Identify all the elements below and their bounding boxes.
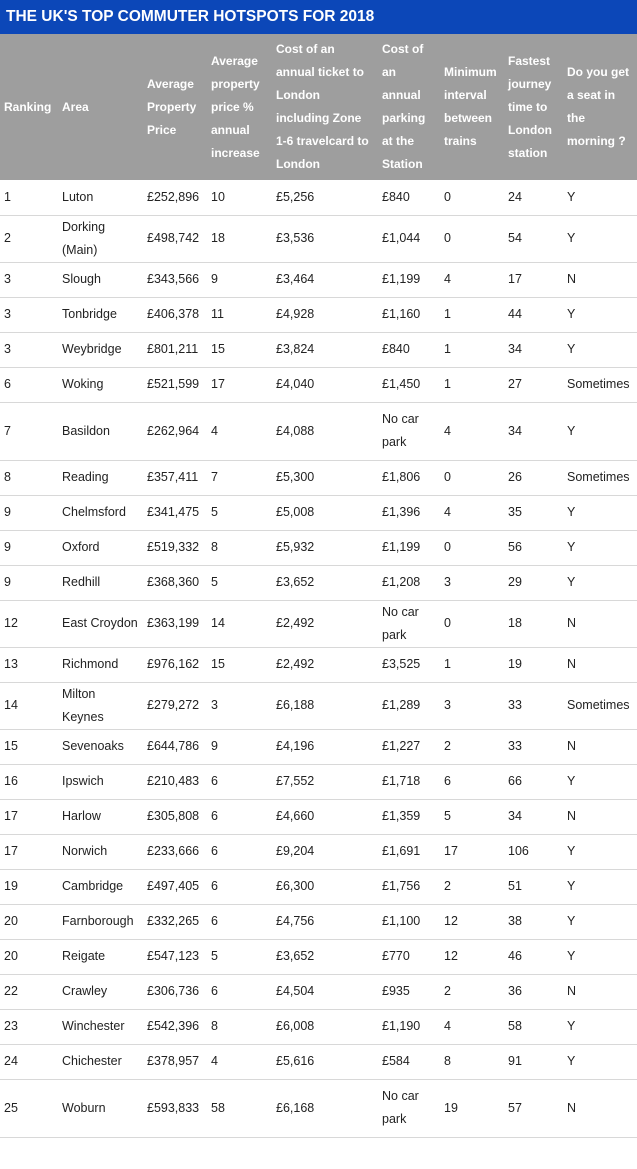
- cell-journey-time: 58: [503, 1009, 562, 1044]
- column-header-seat: Do you get a seat in the morning ?: [562, 34, 637, 180]
- cell-avg-price: £644,786: [142, 729, 206, 764]
- cell-avg-price: £363,199: [142, 600, 206, 647]
- table-row: [0, 1009, 637, 1044]
- cell-ranking: 24: [0, 1044, 57, 1079]
- cell-seat: Y: [562, 402, 637, 460]
- cell-journey-time: 91: [503, 1044, 562, 1079]
- cell-price-increase: 11: [206, 297, 271, 332]
- table-row: [0, 1079, 637, 1137]
- cell-avg-price: £378,957: [142, 1044, 206, 1079]
- column-header-min-interval: Minimum interval between trains: [439, 34, 503, 180]
- cell-parking: £1,227: [377, 729, 439, 764]
- cell-avg-price: £801,211: [142, 332, 206, 367]
- column-header-area: Area: [57, 34, 142, 180]
- cell-area: Cambridge: [57, 869, 142, 904]
- table-row: [0, 600, 637, 647]
- cell-price-increase: 5: [206, 495, 271, 530]
- cell-annual-ticket: £6,168: [271, 1079, 377, 1137]
- cell-ranking: 23: [0, 1009, 57, 1044]
- cell-avg-price: £233,666: [142, 834, 206, 869]
- cell-ranking: 14: [0, 682, 57, 729]
- cell-journey-time: 34: [503, 799, 562, 834]
- cell-seat: Y: [562, 565, 637, 600]
- cell-seat: Sometimes: [562, 682, 637, 729]
- cell-journey-time: 17: [503, 262, 562, 297]
- cell-avg-price: £343,566: [142, 262, 206, 297]
- cell-price-increase: 15: [206, 647, 271, 682]
- cell-price-increase: 8: [206, 1009, 271, 1044]
- cell-min-interval: 17: [439, 834, 503, 869]
- table-row: [0, 904, 637, 939]
- cell-avg-price: £332,265: [142, 904, 206, 939]
- table-row: [0, 367, 637, 402]
- cell-seat: Y: [562, 1009, 637, 1044]
- cell-annual-ticket: £5,616: [271, 1044, 377, 1079]
- cell-annual-ticket: £3,652: [271, 939, 377, 974]
- cell-seat: Sometimes: [562, 367, 637, 402]
- cell-area: Weybridge: [57, 332, 142, 367]
- cell-area: Oxford: [57, 530, 142, 565]
- cell-min-interval: 0: [439, 460, 503, 495]
- cell-annual-ticket: £5,932: [271, 530, 377, 565]
- cell-min-interval: 0: [439, 530, 503, 565]
- cell-area: Tonbridge: [57, 297, 142, 332]
- cell-price-increase: 9: [206, 729, 271, 764]
- cell-annual-ticket: £6,300: [271, 869, 377, 904]
- cell-ranking: 9: [0, 495, 57, 530]
- cell-min-interval: 12: [439, 939, 503, 974]
- cell-journey-time: 34: [503, 332, 562, 367]
- cell-seat: Y: [562, 1044, 637, 1079]
- cell-avg-price: £593,833: [142, 1079, 206, 1137]
- cell-price-increase: 9: [206, 262, 271, 297]
- cell-journey-time: 29: [503, 565, 562, 600]
- cell-price-increase: 6: [206, 764, 271, 799]
- cell-avg-price: £305,808: [142, 799, 206, 834]
- cell-seat: N: [562, 600, 637, 647]
- table-row: [0, 495, 637, 530]
- cell-area: Reigate: [57, 939, 142, 974]
- cell-price-increase: 14: [206, 600, 271, 647]
- cell-parking: £1,289: [377, 682, 439, 729]
- cell-journey-time: 56: [503, 530, 562, 565]
- cell-avg-price: £341,475: [142, 495, 206, 530]
- column-header-parking: Cost of an annual parking at the Station: [377, 34, 439, 180]
- cell-journey-time: 51: [503, 869, 562, 904]
- cell-parking: £840: [377, 180, 439, 215]
- table-row: [0, 764, 637, 799]
- cell-avg-price: £306,736: [142, 974, 206, 1009]
- cell-price-increase: 7: [206, 460, 271, 495]
- cell-min-interval: 1: [439, 367, 503, 402]
- table-row: [0, 565, 637, 600]
- cell-seat: Y: [562, 297, 637, 332]
- cell-ranking: 3: [0, 262, 57, 297]
- cell-annual-ticket: £6,008: [271, 1009, 377, 1044]
- cell-area: Harlow: [57, 799, 142, 834]
- cell-min-interval: 1: [439, 332, 503, 367]
- cell-avg-price: £498,742: [142, 215, 206, 262]
- cell-seat: Y: [562, 180, 637, 215]
- cell-area: Winchester: [57, 1009, 142, 1044]
- cell-annual-ticket: £2,492: [271, 647, 377, 682]
- column-header-price-increase: Average property price % annual increase: [206, 34, 271, 180]
- cell-parking: £1,450: [377, 367, 439, 402]
- cell-avg-price: £547,123: [142, 939, 206, 974]
- cell-ranking: 3: [0, 332, 57, 367]
- cell-parking: £584: [377, 1044, 439, 1079]
- cell-journey-time: 57: [503, 1079, 562, 1137]
- cell-journey-time: 27: [503, 367, 562, 402]
- table-body: [0, 180, 637, 1137]
- cell-parking: No car park: [377, 402, 439, 460]
- cell-avg-price: £262,964: [142, 402, 206, 460]
- cell-parking: £935: [377, 974, 439, 1009]
- cell-area: Redhill: [57, 565, 142, 600]
- cell-min-interval: 1: [439, 297, 503, 332]
- cell-price-increase: 6: [206, 904, 271, 939]
- cell-parking: £1,718: [377, 764, 439, 799]
- cell-min-interval: 4: [439, 1009, 503, 1044]
- cell-ranking: 17: [0, 799, 57, 834]
- cell-annual-ticket: £3,652: [271, 565, 377, 600]
- cell-avg-price: £521,599: [142, 367, 206, 402]
- cell-seat: N: [562, 974, 637, 1009]
- cell-annual-ticket: £5,008: [271, 495, 377, 530]
- cell-min-interval: 4: [439, 495, 503, 530]
- cell-price-increase: 18: [206, 215, 271, 262]
- cell-ranking: 1: [0, 180, 57, 215]
- cell-parking: No car park: [377, 1079, 439, 1137]
- table-row: [0, 402, 637, 460]
- cell-seat: Y: [562, 530, 637, 565]
- cell-ranking: 20: [0, 939, 57, 974]
- cell-parking: £1,396: [377, 495, 439, 530]
- cell-ranking: 12: [0, 600, 57, 647]
- cell-min-interval: 2: [439, 974, 503, 1009]
- cell-min-interval: 1: [439, 647, 503, 682]
- cell-min-interval: 3: [439, 565, 503, 600]
- cell-journey-time: 33: [503, 729, 562, 764]
- table-row: [0, 799, 637, 834]
- table-row: [0, 262, 637, 297]
- table-row: [0, 332, 637, 367]
- table-row: [0, 180, 637, 215]
- cell-price-increase: 8: [206, 530, 271, 565]
- cell-parking: £1,691: [377, 834, 439, 869]
- cell-price-increase: 58: [206, 1079, 271, 1137]
- cell-annual-ticket: £4,088: [271, 402, 377, 460]
- cell-area: Dorking (Main): [57, 215, 142, 262]
- cell-ranking: 8: [0, 460, 57, 495]
- cell-journey-time: 66: [503, 764, 562, 799]
- cell-min-interval: 8: [439, 1044, 503, 1079]
- cell-seat: N: [562, 647, 637, 682]
- cell-ranking: 9: [0, 530, 57, 565]
- table-row: [0, 682, 637, 729]
- cell-ranking: 19: [0, 869, 57, 904]
- cell-seat: Y: [562, 939, 637, 974]
- cell-price-increase: 6: [206, 799, 271, 834]
- cell-journey-time: 19: [503, 647, 562, 682]
- cell-area: Reading: [57, 460, 142, 495]
- cell-parking: £1,100: [377, 904, 439, 939]
- cell-min-interval: 2: [439, 869, 503, 904]
- cell-seat: Y: [562, 495, 637, 530]
- cell-annual-ticket: £4,040: [271, 367, 377, 402]
- cell-seat: Y: [562, 215, 637, 262]
- cell-ranking: 25: [0, 1079, 57, 1137]
- cell-avg-price: £406,378: [142, 297, 206, 332]
- cell-min-interval: 4: [439, 402, 503, 460]
- cell-min-interval: 4: [439, 262, 503, 297]
- table-row: [0, 297, 637, 332]
- cell-parking: £1,806: [377, 460, 439, 495]
- cell-seat: Y: [562, 904, 637, 939]
- cell-area: Ipswich: [57, 764, 142, 799]
- cell-avg-price: £357,411: [142, 460, 206, 495]
- cell-min-interval: 6: [439, 764, 503, 799]
- cell-price-increase: 10: [206, 180, 271, 215]
- cell-annual-ticket: £4,660: [271, 799, 377, 834]
- cell-ranking: 17: [0, 834, 57, 869]
- cell-journey-time: 36: [503, 974, 562, 1009]
- cell-annual-ticket: £4,504: [271, 974, 377, 1009]
- table-row: [0, 215, 637, 262]
- cell-parking: £1,359: [377, 799, 439, 834]
- cell-area: Sevenoaks: [57, 729, 142, 764]
- cell-seat: Sometimes: [562, 460, 637, 495]
- cell-price-increase: 5: [206, 939, 271, 974]
- cell-journey-time: 54: [503, 215, 562, 262]
- table-row: [0, 530, 637, 565]
- cell-seat: N: [562, 799, 637, 834]
- cell-ranking: 6: [0, 367, 57, 402]
- cell-parking: £840: [377, 332, 439, 367]
- cell-avg-price: £279,272: [142, 682, 206, 729]
- cell-journey-time: 106: [503, 834, 562, 869]
- cell-min-interval: 0: [439, 600, 503, 647]
- cell-area: Luton: [57, 180, 142, 215]
- cell-journey-time: 26: [503, 460, 562, 495]
- cell-annual-ticket: £4,928: [271, 297, 377, 332]
- cell-price-increase: 3: [206, 682, 271, 729]
- cell-annual-ticket: £5,300: [271, 460, 377, 495]
- cell-avg-price: £542,396: [142, 1009, 206, 1044]
- cell-seat: Y: [562, 869, 637, 904]
- cell-area: Farnborough: [57, 904, 142, 939]
- cell-annual-ticket: £4,756: [271, 904, 377, 939]
- cell-seat: Y: [562, 764, 637, 799]
- cell-avg-price: £519,332: [142, 530, 206, 565]
- cell-parking: No car park: [377, 600, 439, 647]
- cell-journey-time: 38: [503, 904, 562, 939]
- cell-parking: £1,756: [377, 869, 439, 904]
- cell-price-increase: 6: [206, 974, 271, 1009]
- cell-annual-ticket: £9,204: [271, 834, 377, 869]
- cell-parking: £770: [377, 939, 439, 974]
- cell-area: Woburn: [57, 1079, 142, 1137]
- cell-area: East Croydon: [57, 600, 142, 647]
- cell-ranking: 7: [0, 402, 57, 460]
- cell-min-interval: 19: [439, 1079, 503, 1137]
- table-row: [0, 460, 637, 495]
- cell-annual-ticket: £5,256: [271, 180, 377, 215]
- cell-min-interval: 3: [439, 682, 503, 729]
- cell-area: Richmond: [57, 647, 142, 682]
- cell-avg-price: £252,896: [142, 180, 206, 215]
- cell-seat: N: [562, 729, 637, 764]
- cell-annual-ticket: £3,824: [271, 332, 377, 367]
- cell-price-increase: 4: [206, 1044, 271, 1079]
- cell-area: Milton Keynes: [57, 682, 142, 729]
- cell-min-interval: 12: [439, 904, 503, 939]
- cell-area: Chelmsford: [57, 495, 142, 530]
- cell-annual-ticket: £3,464: [271, 262, 377, 297]
- cell-price-increase: 6: [206, 834, 271, 869]
- table-row: [0, 869, 637, 904]
- commuter-table: [0, 34, 637, 1138]
- cell-area: Crawley: [57, 974, 142, 1009]
- cell-avg-price: £368,360: [142, 565, 206, 600]
- table-row: [0, 1044, 637, 1079]
- cell-ranking: 3: [0, 297, 57, 332]
- table-title: THE UK'S TOP COMMUTER HOTSPOTS FOR 2018: [0, 0, 637, 34]
- table-row: [0, 974, 637, 1009]
- cell-parking: £3,525: [377, 647, 439, 682]
- cell-seat: N: [562, 1079, 637, 1137]
- table-row: [0, 729, 637, 764]
- cell-seat: Y: [562, 332, 637, 367]
- cell-ranking: 22: [0, 974, 57, 1009]
- cell-journey-time: 33: [503, 682, 562, 729]
- cell-price-increase: 5: [206, 565, 271, 600]
- cell-journey-time: 24: [503, 180, 562, 215]
- cell-ranking: 16: [0, 764, 57, 799]
- table-row: [0, 939, 637, 974]
- cell-parking: £1,199: [377, 530, 439, 565]
- cell-price-increase: 15: [206, 332, 271, 367]
- cell-price-increase: 17: [206, 367, 271, 402]
- cell-journey-time: 35: [503, 495, 562, 530]
- cell-ranking: 15: [0, 729, 57, 764]
- cell-area: Woking: [57, 367, 142, 402]
- cell-seat: N: [562, 262, 637, 297]
- cell-parking: £1,190: [377, 1009, 439, 1044]
- table-row: [0, 647, 637, 682]
- cell-journey-time: 34: [503, 402, 562, 460]
- cell-annual-ticket: £2,492: [271, 600, 377, 647]
- column-header-journey-time: Fastest journey time to London station: [503, 34, 562, 180]
- cell-area: Basildon: [57, 402, 142, 460]
- cell-price-increase: 4: [206, 402, 271, 460]
- cell-journey-time: 46: [503, 939, 562, 974]
- cell-avg-price: £210,483: [142, 764, 206, 799]
- cell-area: Norwich: [57, 834, 142, 869]
- cell-avg-price: £976,162: [142, 647, 206, 682]
- cell-price-increase: 6: [206, 869, 271, 904]
- cell-avg-price: £497,405: [142, 869, 206, 904]
- cell-min-interval: 0: [439, 180, 503, 215]
- cell-ranking: 9: [0, 565, 57, 600]
- cell-annual-ticket: £6,188: [271, 682, 377, 729]
- cell-min-interval: 2: [439, 729, 503, 764]
- cell-parking: £1,208: [377, 565, 439, 600]
- cell-area: Chichester: [57, 1044, 142, 1079]
- cell-annual-ticket: £3,536: [271, 215, 377, 262]
- cell-parking: £1,160: [377, 297, 439, 332]
- cell-seat: Y: [562, 834, 637, 869]
- cell-min-interval: 5: [439, 799, 503, 834]
- column-header-avg-price: Average Property Price: [142, 34, 206, 180]
- table-row: [0, 834, 637, 869]
- cell-ranking: 2: [0, 215, 57, 262]
- header-row: [0, 34, 637, 180]
- cell-area: Slough: [57, 262, 142, 297]
- column-header-ranking: Ranking: [0, 34, 57, 180]
- cell-annual-ticket: £4,196: [271, 729, 377, 764]
- cell-min-interval: 0: [439, 215, 503, 262]
- cell-parking: £1,044: [377, 215, 439, 262]
- cell-ranking: 13: [0, 647, 57, 682]
- cell-parking: £1,199: [377, 262, 439, 297]
- cell-journey-time: 18: [503, 600, 562, 647]
- cell-annual-ticket: £7,552: [271, 764, 377, 799]
- cell-journey-time: 44: [503, 297, 562, 332]
- column-header-annual-ticket: Cost of an annual ticket to London including Zone 1-6 travelcard to London: [271, 34, 377, 180]
- cell-ranking: 20: [0, 904, 57, 939]
